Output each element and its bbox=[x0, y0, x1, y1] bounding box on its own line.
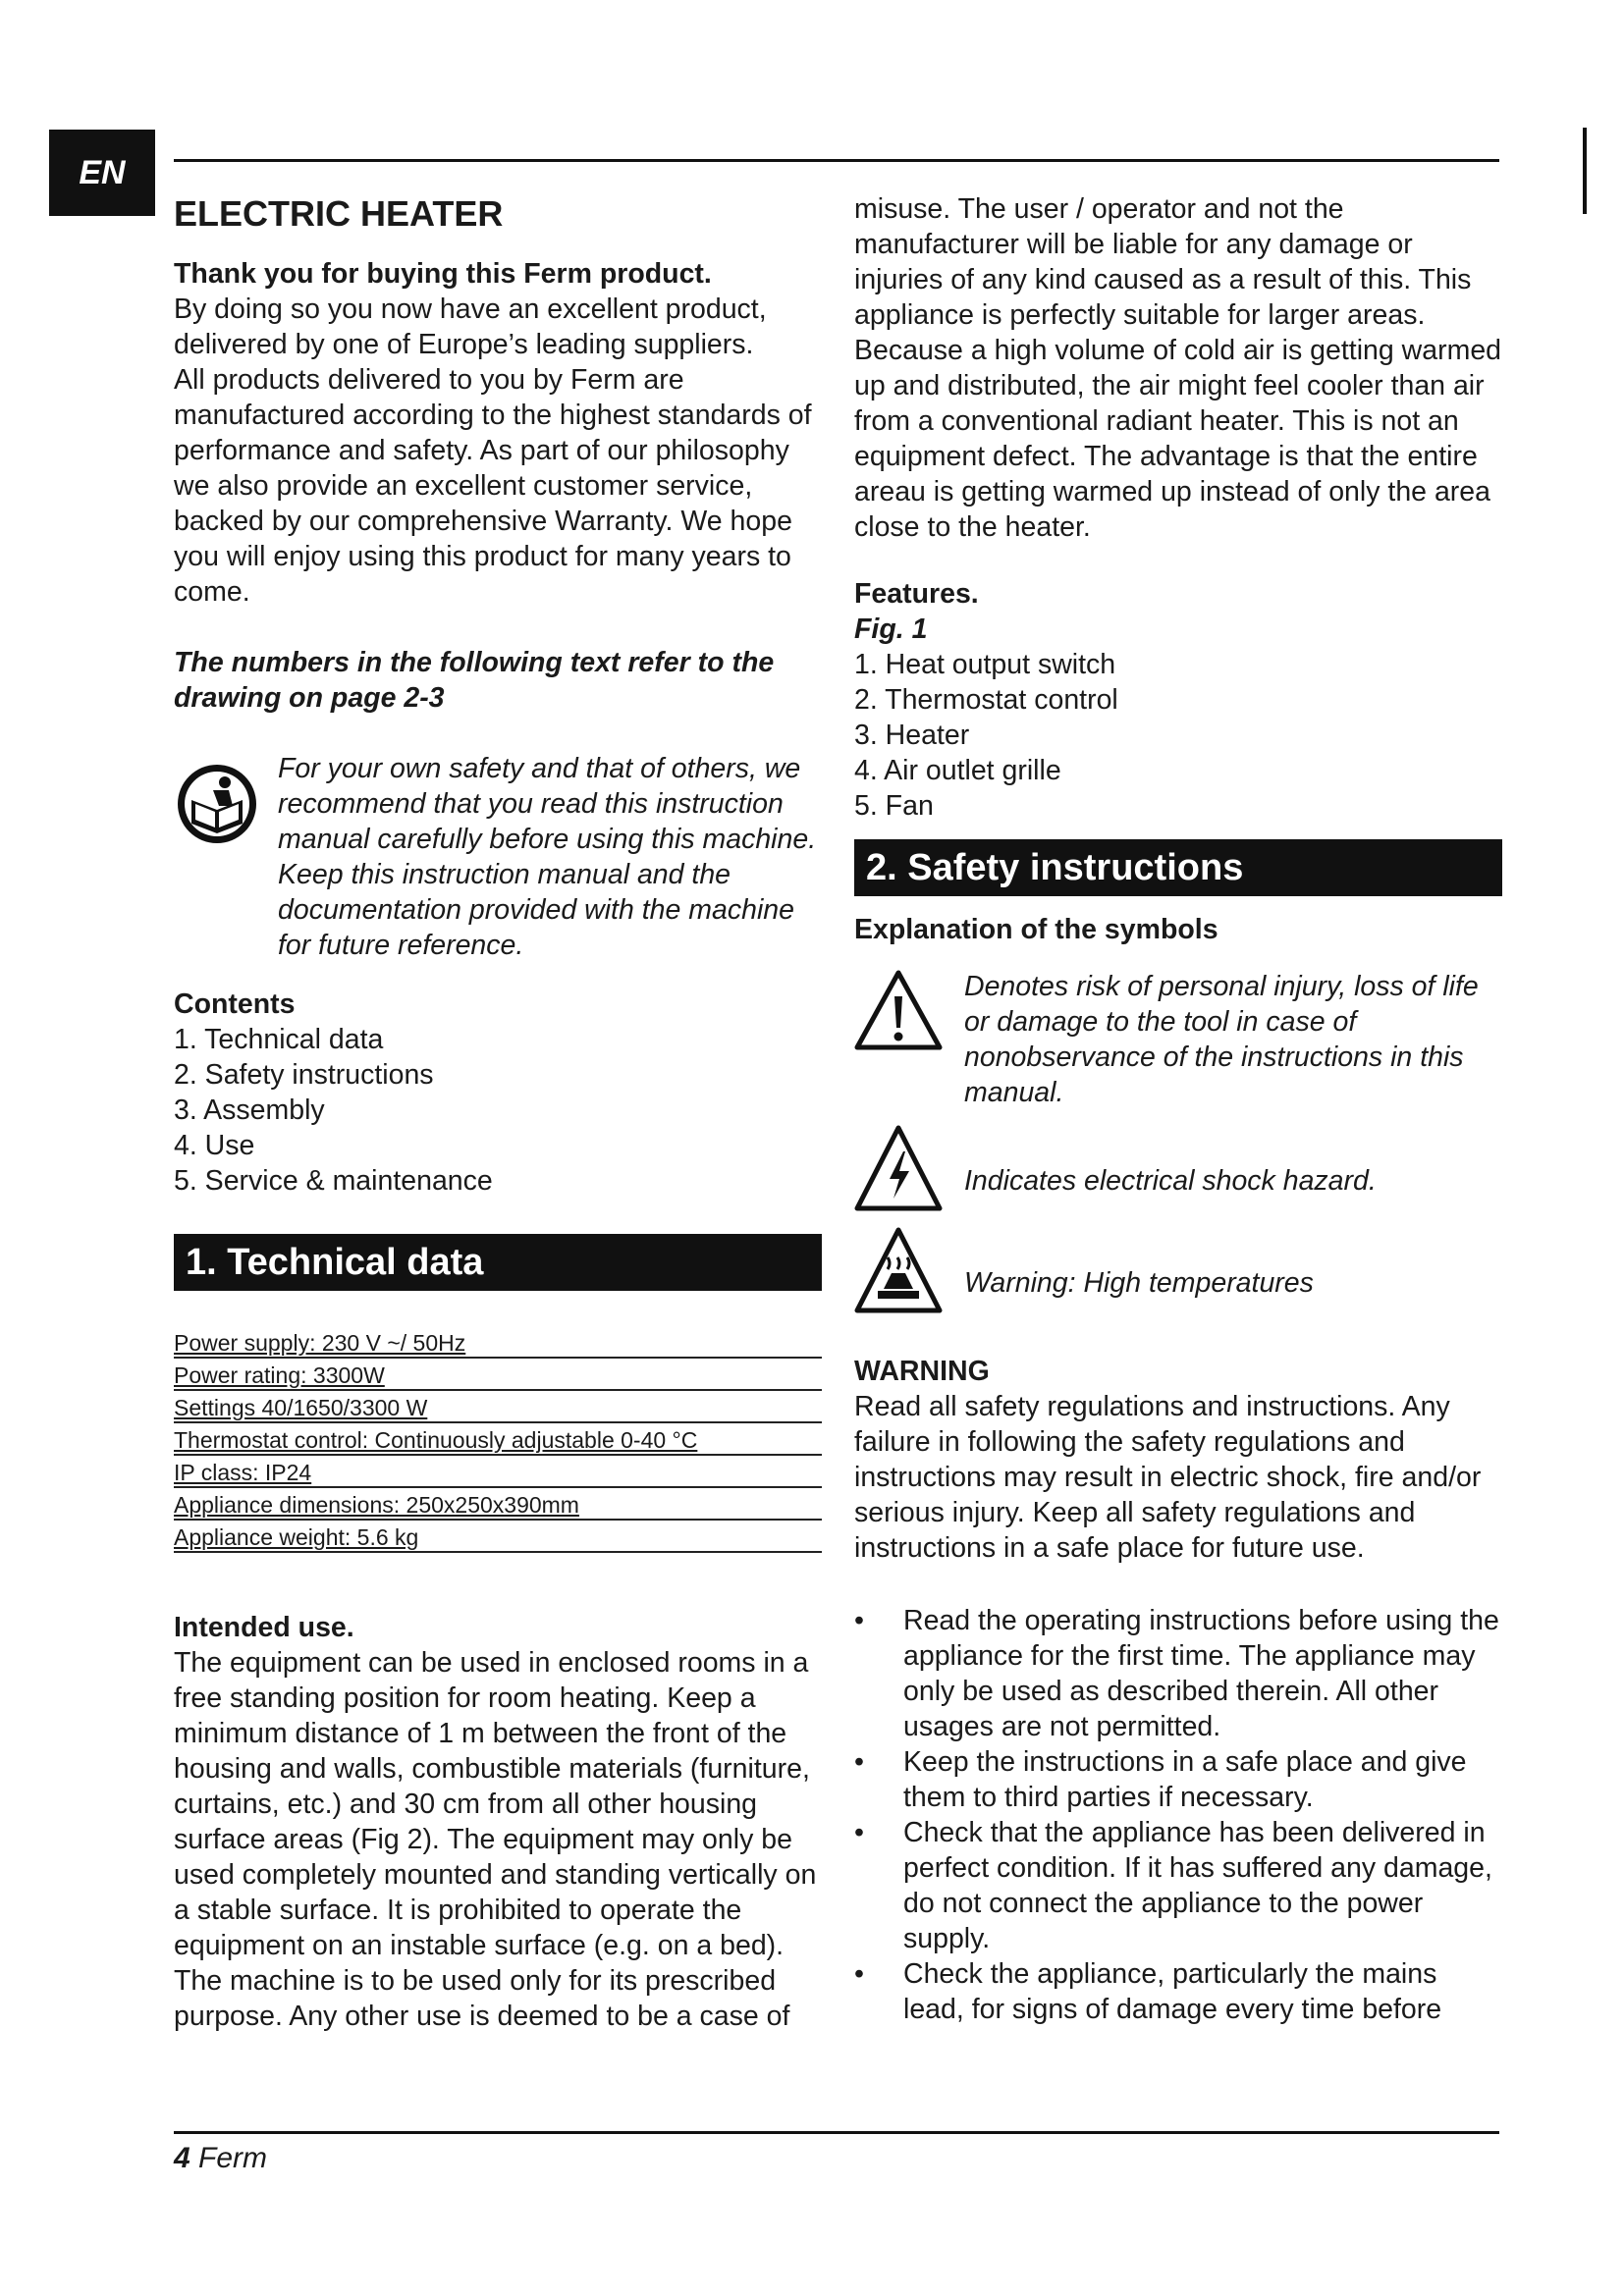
intro-paragraph-1: By doing so you now have an excellent product, delivered by one of Europe’s leading suppliers. bbox=[174, 294, 767, 360]
read-manual-icon bbox=[174, 761, 260, 847]
table-row bbox=[174, 1326, 822, 1358]
section-technical-data: 1. Technical data bbox=[174, 1234, 822, 1291]
spec-value: Power rating: 3300W bbox=[174, 1362, 385, 1388]
page-footer bbox=[174, 2142, 267, 2175]
page-number: 4 bbox=[174, 2142, 190, 2174]
table-row bbox=[174, 1487, 822, 1520]
numbers-note: The numbers in the following text refer to the drawing on page 2-3 bbox=[174, 647, 775, 714]
features-list bbox=[854, 647, 1502, 824]
footer-brand: Ferm bbox=[198, 2142, 268, 2174]
spec-table bbox=[174, 1326, 822, 1553]
section-safety-instructions: 2. Safety instructions bbox=[854, 839, 1502, 896]
contents-item: 5. Service & maintenance bbox=[174, 1165, 493, 1197]
spec-value: Settings 40/1650/3300 W bbox=[174, 1395, 428, 1420]
electric-shock-icon bbox=[854, 1124, 943, 1212]
safety-note-text: For your own safety and that of others, we recommend that you read this instruction manual carefully before using this machine. Keep this instruction manual and the documentation provided with the machine for future reference. bbox=[278, 753, 817, 961]
warning-heading: WARNING bbox=[854, 1356, 990, 1387]
spec-value: IP class: IP24 bbox=[174, 1460, 312, 1485]
left-column bbox=[174, 191, 822, 2034]
contents-item: 4. Use bbox=[174, 1130, 255, 1161]
table-row bbox=[174, 1520, 822, 1552]
list-item: • Check that the appliance has been delivered in perfect condition. If it has suffered any damage, do not connect the appliance to the power supply. bbox=[854, 1815, 1502, 1956]
symbol-row bbox=[854, 969, 1502, 1110]
table-row bbox=[174, 1390, 822, 1422]
list-item: • Read the operating instructions before using the appliance for the first time. The appliance may only be used as described therein. All other usages are not permitted. bbox=[854, 1603, 1502, 1744]
table-row bbox=[174, 1455, 822, 1487]
symbol-text: Warning: High temperatures bbox=[964, 1267, 1314, 1299]
spec-value: Appliance dimensions: 250x250x390mm bbox=[174, 1492, 579, 1518]
symbol-text: Indicates electrical shock hazard. bbox=[964, 1165, 1377, 1197]
contents-heading: Contents bbox=[174, 988, 296, 1020]
safety-note bbox=[174, 751, 822, 963]
contents-item: 2. Safety instructions bbox=[174, 1059, 434, 1091]
bottom-rule bbox=[174, 2131, 1499, 2134]
symbol-row bbox=[854, 1226, 1502, 1314]
contents-list bbox=[174, 1022, 822, 1199]
feature-item: 3. Heater bbox=[854, 720, 970, 751]
list-item: • Check the appliance, particularly the mains lead, for signs of damage every time before bbox=[854, 1956, 1502, 2027]
intended-use-text: The equipment can be used in enclosed rooms in a free standing position for room heating. Keep a minimum distance of 1 m between the front of the housing and walls, combustible materials (furniture, curtains, etc.) and 30 cm from all other housing surface areas (Fig 2). The equipment may only be used completely mounted and standing vertically on a stable surface. It is prohibited to operate the equipment on an instable surface (e.g. on a bed). The machine is to be used only for its prescribed purpose. Any other use is deemed to be a case of bbox=[174, 1647, 817, 2032]
features-fig-ref: Fig. 1 bbox=[854, 614, 928, 645]
contents-item: 1. Technical data bbox=[174, 1024, 384, 1055]
top-rule bbox=[174, 159, 1499, 162]
table-row bbox=[174, 1422, 822, 1455]
margin-bar bbox=[1583, 128, 1587, 214]
symbol-text: Denotes risk of personal injury, loss of life or damage to the tool in case of nonobservance of the instructions in this manual. bbox=[964, 971, 1479, 1108]
contents-item: 3. Assembly bbox=[174, 1095, 325, 1126]
spec-value: Thermostat control: Continuously adjustable 0-40 °C bbox=[174, 1427, 698, 1453]
symbol-row bbox=[854, 1124, 1502, 1212]
intended-use-heading: Intended use. bbox=[174, 1612, 354, 1643]
thanks-heading: Thank you for buying this Ferm product. bbox=[174, 258, 712, 290]
language-tab: EN bbox=[49, 130, 155, 216]
intro-paragraph-2: All products delivered to you by Ferm are manufactured according to the highest standards of performance and safety. As part of our philosophy we also provide an excellent customer service, backed by our comprehensive Warranty. We hope you will enjoy using this product for many years to come. bbox=[174, 364, 812, 608]
list-item: • Keep the instructions in a safe place and give them to third parties if necessary. bbox=[854, 1744, 1502, 1815]
feature-item: 5. Fan bbox=[854, 790, 934, 822]
table-row bbox=[174, 1358, 822, 1390]
continued-text: misuse. The user / operator and not the manufacturer will be liable for any damage or injuries of any kind caused as a result of this. This appliance is perfectly suitable for larger areas. Because a high volume of cold air is getting warmed up and distributed, the air might feel cooler than air from a conventional radiant heater. This is not an equipment defect. The advantage is that the entire areau is getting warmed up instead of only the area close to the heater. bbox=[854, 193, 1502, 543]
safety-bullets bbox=[854, 1603, 1502, 2027]
feature-item: 1. Heat output switch bbox=[854, 649, 1116, 680]
warning-text: Read all safety regulations and instructions. Any failure in following the safety regulations and instructions may result in electric shock, fire and/or serious injury. Keep all safety regulations and instructions in a safe place for future use. bbox=[854, 1391, 1482, 1564]
feature-item: 2. Thermostat control bbox=[854, 684, 1118, 716]
symbols-heading: Explanation of the symbols bbox=[854, 914, 1218, 945]
feature-item: 4. Air outlet grille bbox=[854, 755, 1061, 786]
hot-surface-icon bbox=[854, 1226, 943, 1314]
spec-value: Power supply: 230 V ~/ 50Hz bbox=[174, 1330, 466, 1356]
features-heading: Features. bbox=[854, 578, 979, 610]
warning-exclamation-icon bbox=[854, 969, 943, 1051]
document-title: ELECTRIC HEATER bbox=[174, 193, 504, 234]
right-column bbox=[854, 191, 1502, 2027]
spec-value: Appliance weight: 5.6 kg bbox=[174, 1524, 419, 1550]
